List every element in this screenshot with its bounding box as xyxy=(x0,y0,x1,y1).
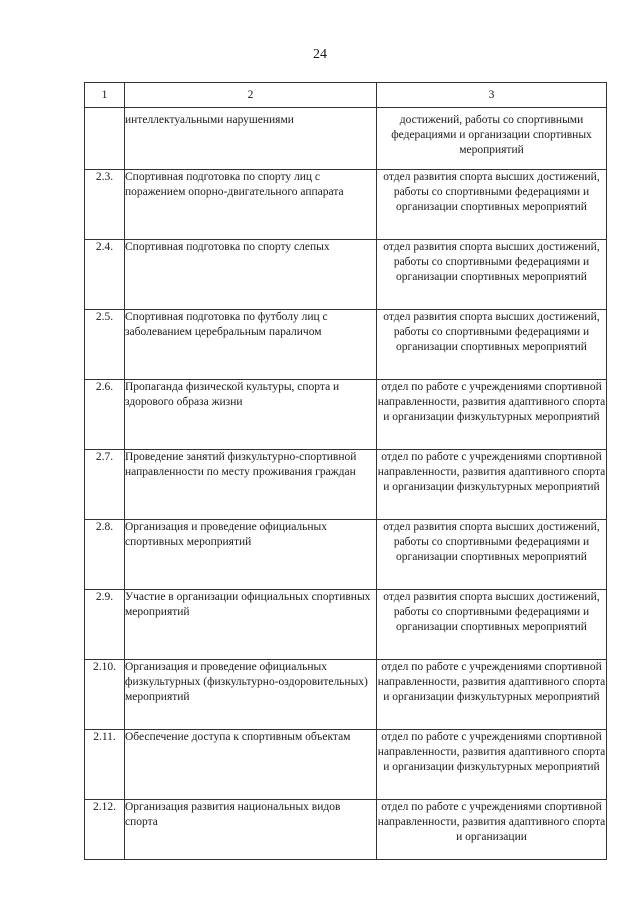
row-name: Организация и проведение официальных физкультурных (физкультурно-оздоровительных) мероприятий xyxy=(125,660,377,730)
row-number: 2.3. xyxy=(85,170,125,240)
row-name: Пропаганда физической культуры, спорта и здорового образа жизни xyxy=(125,380,377,450)
row-name: Проведение занятий физкультурно-спортивной направленности по месту проживания граждан xyxy=(125,450,377,520)
column-header-department: 3 xyxy=(377,83,607,108)
row-number: 2.7. xyxy=(85,450,125,520)
row-department: отдел по работе с учреждениями спортивной направленности, развития адаптивного спорта и организации физкультурных мероприятий xyxy=(377,660,607,730)
row-department: отдел развития спорта высших достижений, работы со спортивными федерациями и организации спортивных мероприятий xyxy=(377,240,607,310)
row-name: Организация развития национальных видов спорта xyxy=(125,800,377,860)
row-name: интеллектуальными нарушениями xyxy=(125,108,377,170)
table-row xyxy=(85,800,607,860)
row-name: Спортивная подготовка по спорту лиц с поражением опорно-двигательного аппарата xyxy=(125,170,377,240)
table-row xyxy=(85,310,607,380)
row-number xyxy=(85,108,125,170)
row-name: Организация и проведение официальных спортивных мероприятий xyxy=(125,520,377,590)
row-name: Спортивная подготовка по спорту слепых xyxy=(125,240,377,310)
row-number: 2.4. xyxy=(85,240,125,310)
table-row xyxy=(85,380,607,450)
row-number: 2.5. xyxy=(85,310,125,380)
column-header-name: 2 xyxy=(125,83,377,108)
table-row xyxy=(85,108,607,170)
table-row xyxy=(85,240,607,310)
row-name: Обеспечение доступа к спортивным объектам xyxy=(125,730,377,800)
services-table xyxy=(84,82,607,860)
row-department: отдел по работе с учреждениями спортивной направленности, развития адаптивного спорта и организации xyxy=(377,800,607,860)
table-row xyxy=(85,590,607,660)
row-department: отдел развития спорта высших достижений, работы со спортивными федерациями и организации спортивных мероприятий xyxy=(377,590,607,660)
row-number: 2.10. xyxy=(85,660,125,730)
row-name: Спортивная подготовка по футболу лиц с заболеванием церебральным параличом xyxy=(125,310,377,380)
table-row xyxy=(85,520,607,590)
table-header-row xyxy=(85,83,607,108)
row-number: 2.9. xyxy=(85,590,125,660)
table-row xyxy=(85,660,607,730)
row-department: отдел развития спорта высших достижений, работы со спортивными федерациями и организации спортивных мероприятий xyxy=(377,310,607,380)
row-department: отдел развития спорта высших достижений, работы со спортивными федерациями и организации спортивных мероприятий xyxy=(377,170,607,240)
row-department: отдел по работе с учреждениями спортивной направленности, развития адаптивного спорта и организации физкультурных мероприятий xyxy=(377,380,607,450)
row-number: 2.8. xyxy=(85,520,125,590)
row-department: отдел по работе с учреждениями спортивной направленности, развития адаптивного спорта и организации физкультурных мероприятий xyxy=(377,450,607,520)
row-department: отдел развития спорта высших достижений, работы со спортивными федерациями и организации спортивных мероприятий xyxy=(377,520,607,590)
row-name: Участие в организации официальных спортивных мероприятий xyxy=(125,590,377,660)
table-row xyxy=(85,730,607,800)
row-number: 2.6. xyxy=(85,380,125,450)
table-row xyxy=(85,170,607,240)
page-number: 24 xyxy=(313,47,327,62)
row-number: 2.12. xyxy=(85,800,125,860)
table-row xyxy=(85,450,607,520)
column-header-number: 1 xyxy=(85,83,125,108)
row-department: отдел по работе с учреждениями спортивной направленности, развития адаптивного спорта и организации физкультурных мероприятий xyxy=(377,730,607,800)
row-department: достижений, работы со спортивными федерациями и организации спортивных мероприятий xyxy=(377,108,607,170)
row-number: 2.11. xyxy=(85,730,125,800)
